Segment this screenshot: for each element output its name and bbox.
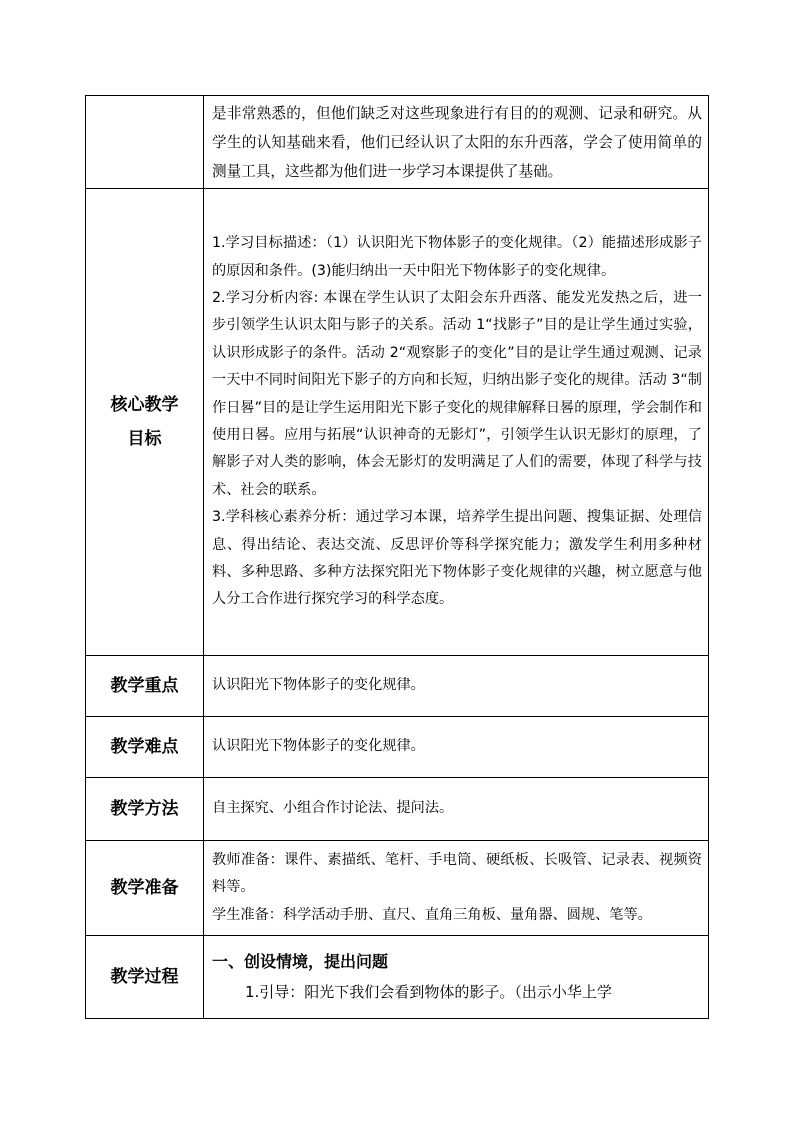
table-row-process: [86, 936, 709, 1019]
row-content-preparation: [204, 841, 709, 936]
lesson-plan-table: [85, 95, 709, 1019]
row-label-empty: [86, 96, 204, 189]
table-row-core-objectives: [86, 189, 709, 656]
row-content-process: [204, 936, 709, 1019]
paragraph-core-literacy: 3.学科核心素养分析：通过学习本课，培养学生提出问题、搜集证据、处理信息、得出结论、表达交流、反思评价等科学探究能力；激发学生利用多种材料、多种思路、多种方法探究阳光下物体影子变化规律的兴趣，树立愿意与他人分工合作进行探究学习的科学态度。: [212, 509, 702, 608]
row-label-process: 教学过程: [86, 936, 204, 1019]
section-heading: 一、创设情境，提出问题: [212, 952, 389, 971]
row-content-intro: [204, 96, 709, 189]
paragraph: 1.引导：阳光下我们会看到物体的影子。（出示小华上学: [245, 983, 612, 1001]
paragraph: 自主探究、小组合作讨论法、提问法。: [212, 800, 454, 817]
paragraph: 认识阳光下物体影子的变化规律。: [212, 677, 425, 694]
row-label-difficulties: 教学难点: [86, 717, 204, 778]
label-line: 核心教学: [110, 395, 179, 415]
row-label-preparation: 教学准备: [86, 841, 204, 936]
table-row-methods: [86, 778, 709, 841]
table-row-difficulties: [86, 717, 709, 778]
row-label-methods: 教学方法: [86, 778, 204, 841]
table-row-preparation: [86, 841, 709, 936]
row-content-methods: [204, 778, 709, 841]
paragraph-student-prep: 学生准备：科学活动手册、直尺、直角三角板、量角器、圆规、笔等。: [212, 906, 652, 923]
paragraph-learning-analysis: 2.学习分析内容: 本课在学生认识了太阳会东升西落、能发光发热之后，进一步引领学生认识太阳与影子的关系。活动 1“找影子”目的是让学生通过实验，认识形成影子的条件。活动 2“观察影子的变化”目的是让学生通过观测、记录一天中不同时间阳光下影子的方向和长短，归纳出影子变化的规律。活动 3“制作日晷”目的是让学生运用阳光下影子变化的规律解释日晷的原理，学会制作和使用日晷。应用与拓展“认识神奇的无影灯”，引领学生认识无影灯的原理，了解影子对人类的影响，体会无影灯的发明满足了人们的需要，体现了科学与技术、社会的联系。: [212, 289, 702, 498]
row-label-core-objectives: [86, 189, 204, 656]
label-line: 目标: [127, 429, 162, 449]
row-content-difficulties: [204, 717, 709, 778]
table-row-intro-continuation: [86, 96, 709, 189]
paragraph-teacher-prep: 教师准备：课件、素描纸、笔杆、手电筒、硬纸板、长吸管、记录表、视频资料等。: [212, 851, 702, 896]
row-label-key-points: 教学重点: [86, 656, 204, 717]
paragraph: 认识阳光下物体影子的变化规律。: [212, 738, 425, 755]
paragraph: 是非常熟悉的，但他们缺乏对这些现象进行有目的的观测、记录和研究。从学生的认知基础来看，他们已经认识了太阳的东升西落，学会了使用简单的测量工具，这些都为他们进一步学习本课提供了基础。: [212, 104, 702, 180]
table-row-key-points: [86, 656, 709, 717]
row-content-core-objectives: [204, 189, 709, 656]
row-content-key-points: [204, 656, 709, 717]
paragraph-learning-goals: 1.学习目标描述：（1）认识阳光下物体影子的变化规律。（2）能描述形成影子的原因和条件。(3)能归纳出一天中阳光下物体影子的变化规律。: [212, 235, 702, 279]
